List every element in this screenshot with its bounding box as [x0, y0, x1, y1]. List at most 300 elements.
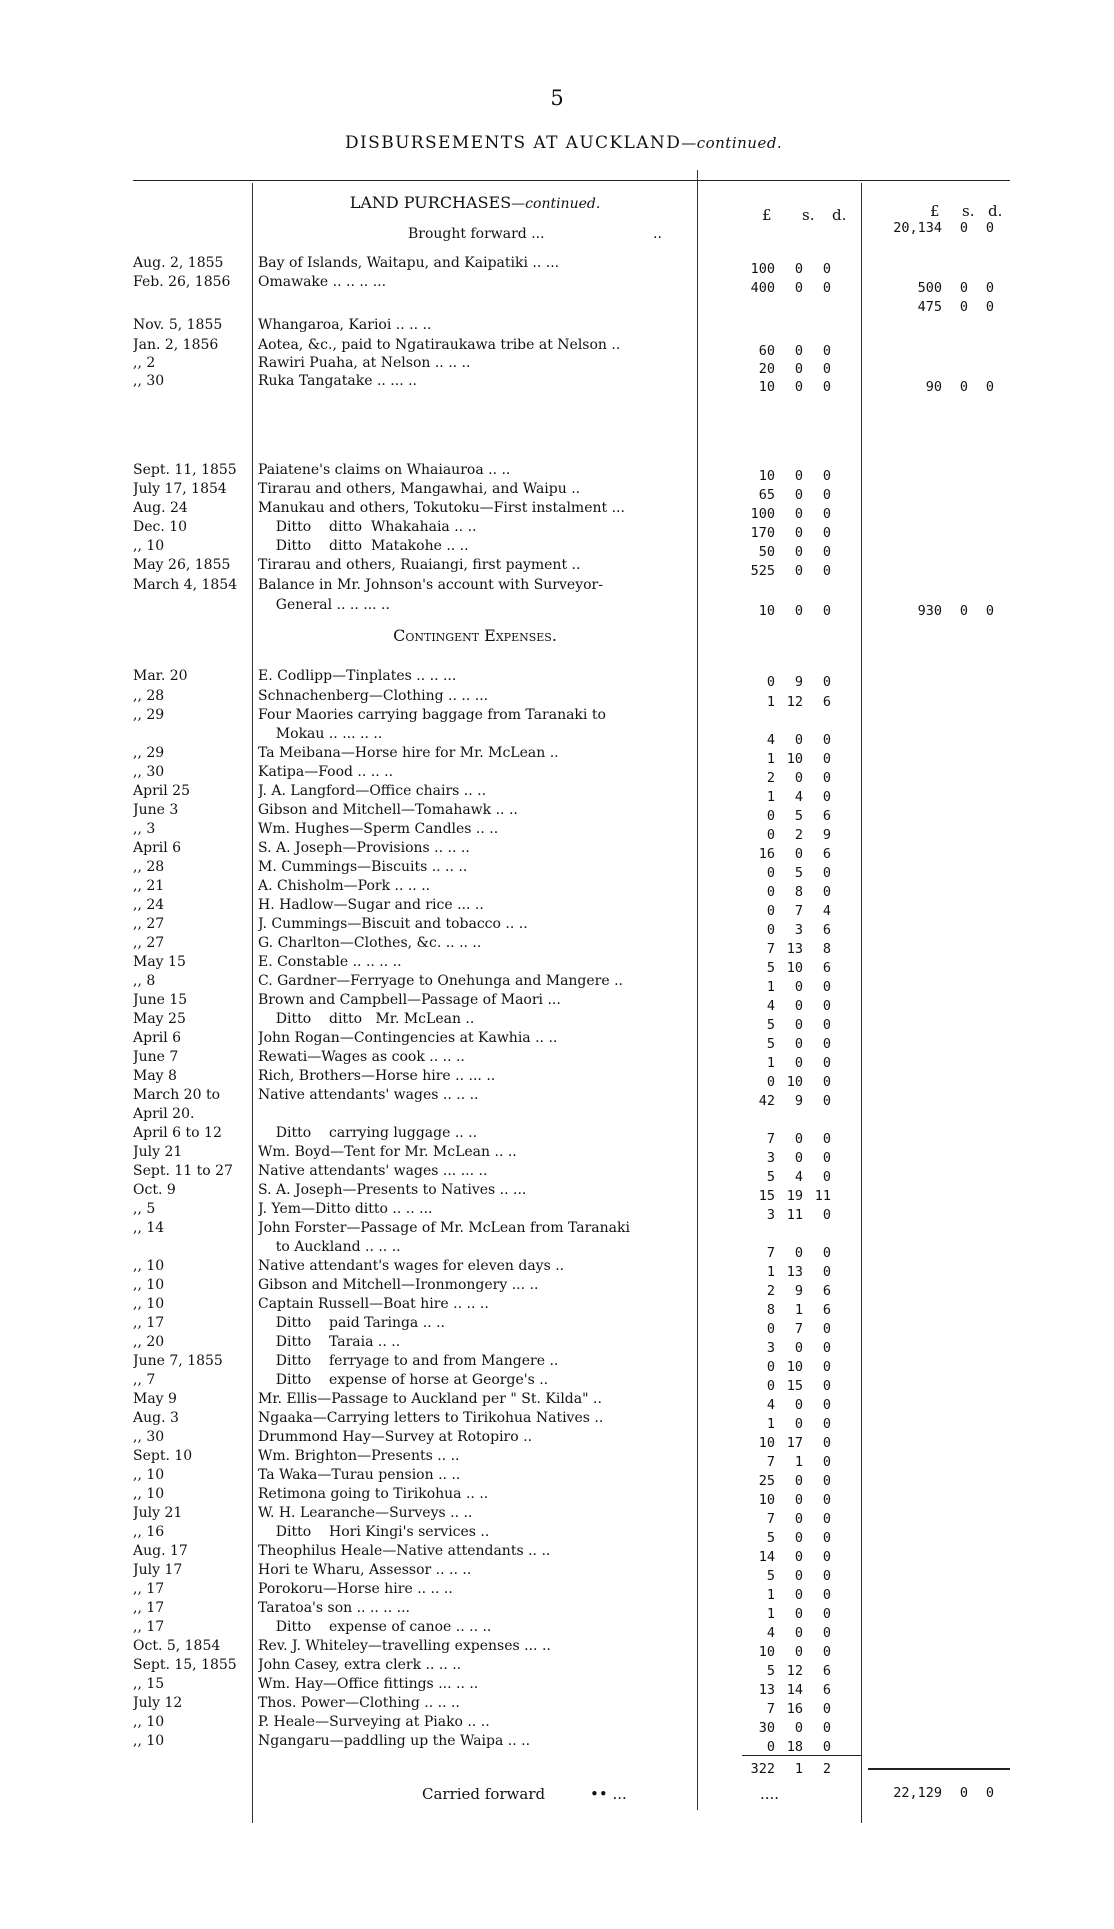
total-pounds: 475 [917, 299, 942, 315]
row-description: E. Constable .. .. .. .. [258, 954, 402, 970]
row-description: Ngangaru—paddling up the Waipa .. .. [258, 1733, 531, 1749]
ledger-row [0, 820, 1114, 843]
amount-pounds: 7 [766, 1511, 775, 1527]
row-description: Ngaaka—Carrying letters to Tirikohua Natives .. [258, 1410, 604, 1426]
ledger-row [0, 1656, 1114, 1679]
amount-pence: 0 [822, 1359, 831, 1375]
row-date: ,, 30 [133, 1429, 165, 1445]
amount-pounds: 7 [766, 941, 775, 957]
ledger-row [0, 1181, 1114, 1204]
row-total [880, 378, 1010, 397]
ledger-row [0, 354, 1114, 377]
amount-pounds: 3 [766, 1207, 775, 1223]
row-date: April 20. [133, 1106, 195, 1122]
row-description: Theophilus Heale—Native attendants .. .. [258, 1543, 551, 1559]
ledger-row [0, 1143, 1114, 1166]
ledger-row [0, 1238, 1114, 1261]
row-description: Ditto ditto Matakohe .. .. [258, 538, 469, 554]
amount-shillings: 0 [794, 1150, 803, 1166]
header-total-shillings: s. [962, 202, 975, 220]
amount-pence: 0 [822, 998, 831, 1014]
ledger-row [0, 1732, 1114, 1755]
row-description: Ruka Tangatake .. ... .. [258, 373, 418, 389]
amount-pounds: 400 [750, 280, 775, 296]
row-date: Nov. 5, 1855 [133, 317, 223, 333]
amount-pence: 0 [822, 1321, 831, 1337]
amount-shillings: 0 [794, 261, 803, 277]
row-date: Feb. 26, 1856 [133, 274, 231, 290]
amount-shillings: 4 [794, 789, 803, 805]
amount-pence: 0 [822, 789, 831, 805]
ledger-row [0, 1257, 1114, 1280]
row-total [880, 298, 1010, 317]
amount-pounds: 4 [766, 1397, 775, 1413]
row-description: John Forster—Passage of Mr. McLean from Taranaki [258, 1220, 630, 1236]
ledger-row [0, 763, 1114, 786]
row-date: ,, 14 [133, 1220, 165, 1236]
amount-pounds: 5 [766, 1568, 775, 1584]
row-description: Gibson and Mitchell—Tomahawk .. .. [258, 802, 518, 818]
ledger-row [0, 1523, 1114, 1546]
amount-pence: 0 [822, 1150, 831, 1166]
row-description: Drummond Hay—Survey at Rotopiro .. [258, 1429, 533, 1445]
amount-pounds: 1 [766, 694, 775, 710]
amount-pence: 6 [822, 1663, 831, 1679]
amount-pounds: 0 [766, 884, 775, 900]
row-date: Mar. 20 [133, 668, 188, 684]
row-description: Ditto Hori Kingi's services .. [258, 1524, 490, 1540]
carried-forward-row: Carried forward •• ... .... 22,129 0 0 [0, 1785, 1114, 1805]
row-date: ,, 8 [133, 973, 156, 989]
amount-shillings: 4 [794, 1169, 803, 1185]
amount-shillings: 0 [794, 1530, 803, 1546]
row-description: Manukau and others, Tokutoku—First instalment ... [258, 500, 625, 516]
row-description: C. Gardner—Ferryage to Onehunga and Mangere .. [258, 973, 624, 989]
row-description: Wm. Boyd—Tent for Mr. McLean .. .. [258, 1144, 517, 1160]
amount-pence: 0 [822, 1169, 831, 1185]
ledger-row [0, 1067, 1114, 1090]
row-description: Ditto ditto Mr. McLean .. [258, 1011, 475, 1027]
row-date: ,, 10 [133, 1296, 165, 1312]
amount-pounds: 10 [758, 603, 775, 619]
amount-pounds: 0 [766, 827, 775, 843]
row-date: Sept. 11, 1855 [133, 462, 237, 478]
header-total-pence: d. [988, 202, 1003, 220]
amount-pence: 6 [822, 1682, 831, 1698]
row-date: April 6 [133, 1030, 182, 1046]
amount-pounds: 1 [766, 1055, 775, 1071]
row-description: S. A. Joseph—Provisions .. .. .. [258, 840, 470, 856]
amount-shillings: 0 [794, 1131, 803, 1147]
amount-pounds: 20 [758, 361, 775, 377]
amount-shillings: 0 [794, 732, 803, 748]
ledger-row [0, 1295, 1114, 1318]
amount-pounds: 0 [766, 674, 775, 690]
ledger-row [0, 1713, 1114, 1736]
amount-shillings: 0 [794, 506, 803, 522]
amount-shillings: 1 [794, 1302, 803, 1318]
amount-pounds: 0 [766, 865, 775, 881]
row-date: April 6 [133, 840, 182, 856]
row-description: Ditto Taraia .. .. [258, 1334, 401, 1350]
amount-shillings: 0 [794, 603, 803, 619]
row-description: Native attendants' wages .. .. .. [258, 1087, 479, 1103]
amount-pounds: 5 [766, 1663, 775, 1679]
amount-shillings: 13 [786, 1264, 803, 1280]
amount-pence: 11 [814, 1188, 831, 1204]
amount-pounds: 1 [766, 1606, 775, 1622]
row-description: Captain Russell—Boat hire .. .. .. [258, 1296, 489, 1312]
ledger-row [0, 687, 1114, 710]
row-description: E. Codlipp—Tinplates .. .. ... [258, 668, 457, 684]
amount-shillings: 15 [786, 1378, 803, 1394]
amount-pence: 0 [822, 1416, 831, 1432]
ledger-row [0, 1561, 1114, 1584]
amount-pence: 0 [822, 1454, 831, 1470]
amount-pence: 0 [822, 1606, 831, 1622]
row-date: June 7, 1855 [133, 1353, 223, 1369]
row-description: Native attendants' wages ... ... .. [258, 1163, 488, 1179]
amount-shillings: 0 [794, 1492, 803, 1508]
amount-pence: 0 [822, 1340, 831, 1356]
amount-shillings: 19 [786, 1188, 803, 1204]
row-description: Rev. J. Whiteley—travelling expenses ... .. [258, 1638, 551, 1654]
row-description: Porokoru—Horse hire .. .. .. [258, 1581, 453, 1597]
row-description: Wm. Hay—Office fittings ... .. .. [258, 1676, 479, 1692]
amount-pounds: 7 [766, 1701, 775, 1717]
amount-shillings: 0 [794, 846, 803, 862]
ledger-row [0, 576, 1114, 595]
amount-pence: 0 [822, 1378, 831, 1394]
row-date: Sept. 11 to 27 [133, 1163, 233, 1179]
header-shillings: s. [802, 206, 815, 224]
amount-pounds: 1 [766, 979, 775, 995]
amount-pounds: 7 [766, 1245, 775, 1261]
ledger-row [0, 1504, 1114, 1527]
amount-pounds: 100 [750, 261, 775, 277]
row-date: ,, 10 [133, 1733, 165, 1749]
amount-pence: 0 [822, 1511, 831, 1527]
row-description: Balance in Mr. Johnson's account with Surveyor- [258, 577, 603, 593]
ledger-row [0, 1637, 1114, 1660]
row-date: ,, 30 [133, 764, 165, 780]
ledger-row [0, 1029, 1114, 1052]
row-amount [725, 602, 845, 621]
row-date: ,, 7 [133, 1372, 156, 1388]
row-date: May 25 [133, 1011, 186, 1027]
total-shillings: 0 [959, 299, 968, 315]
ledger-row [0, 1390, 1114, 1413]
amount-pounds: 7 [766, 1454, 775, 1470]
amount-shillings: 17 [786, 1435, 803, 1451]
row-description: S. A. Joseph—Presents to Natives .. ... [258, 1182, 527, 1198]
row-date: ,, 27 [133, 935, 165, 951]
row-description: Mr. Ellis—Passage to Auckland per " St. Kilda" .. [258, 1391, 602, 1407]
row-date: ,, 20 [133, 1334, 165, 1350]
amount-shillings: 0 [794, 563, 803, 579]
amount-shillings: 0 [794, 1606, 803, 1622]
ledger-row [0, 858, 1114, 881]
amount-pence: 0 [822, 1397, 831, 1413]
row-description: Brown and Campbell—Passage of Maori ... [258, 992, 561, 1008]
row-description: Bay of Islands, Waitapu, and Kaipatiki .. ... [258, 255, 560, 271]
amount-pence: 0 [822, 1549, 831, 1565]
row-date: Oct. 5, 1854 [133, 1638, 221, 1654]
amount-pounds: 13 [758, 1682, 775, 1698]
amount-pounds: 10 [758, 1435, 775, 1451]
amount-pounds: 5 [766, 1017, 775, 1033]
page-number: 5 [550, 86, 564, 110]
total-shillings: 0 [959, 603, 968, 619]
amount-pence: 6 [822, 1283, 831, 1299]
ledger-row [0, 1580, 1114, 1603]
ledger-row [0, 667, 1114, 690]
amount-pounds: 4 [766, 998, 775, 1014]
row-description: Wm. Brighton—Presents .. .. [258, 1448, 460, 1464]
row-date: ,, 17 [133, 1581, 165, 1597]
amount-pounds: 3 [766, 1340, 775, 1356]
amount-pence: 0 [822, 1530, 831, 1546]
amount-shillings: 0 [794, 979, 803, 995]
ledger-row [0, 1447, 1114, 1470]
amount-pence: 0 [822, 1074, 831, 1090]
amount-pence: 0 [822, 343, 831, 359]
row-date: July 21 [133, 1144, 183, 1160]
row-description: Omawake .. .. .. ... [258, 274, 387, 290]
ledger-row [0, 1466, 1114, 1489]
ledger-row [0, 1333, 1114, 1356]
amount-shillings: 0 [794, 1644, 803, 1660]
amount-shillings: 0 [794, 280, 803, 296]
ledger-row [0, 706, 1114, 725]
row-description: John Rogan—Contingencies at Kawhia .. .. [258, 1030, 558, 1046]
amount-pounds: 0 [766, 903, 775, 919]
ledger-row [0, 461, 1114, 484]
amount-pence: 0 [822, 884, 831, 900]
total-pence: 0 [985, 379, 994, 395]
amount-pence: 0 [822, 1207, 831, 1223]
row-date: ,, 10 [133, 1467, 165, 1483]
total-pounds: 90 [925, 379, 942, 395]
ledger-row [0, 1276, 1114, 1299]
row-description: Taratoa's son .. .. .. ... [258, 1600, 411, 1616]
amount-pounds: 100 [750, 506, 775, 522]
ledger-row [0, 1542, 1114, 1565]
amount-pence: 0 [822, 1435, 831, 1451]
row-date: ,, 17 [133, 1600, 165, 1616]
amount-pounds: 25 [758, 1473, 775, 1489]
subtotal-row [0, 1760, 1114, 1779]
row-date: May 9 [133, 1391, 177, 1407]
row-date: ,, 17 [133, 1619, 165, 1635]
ledger-row [0, 316, 1114, 335]
ledger-row [0, 1485, 1114, 1508]
amount-pounds: 0 [766, 1074, 775, 1090]
amount-shillings: 0 [794, 343, 803, 359]
row-date: April 25 [133, 783, 190, 799]
ledger-row [0, 1371, 1114, 1394]
row-date: ,, 10 [133, 1714, 165, 1730]
ledger-row [0, 499, 1114, 522]
subtotal-rule [742, 1755, 862, 1756]
amount-pence: 0 [822, 506, 831, 522]
amount-pence: 4 [822, 903, 831, 919]
amount-pounds: 10 [758, 379, 775, 395]
ledger-row [0, 896, 1114, 919]
amount-pounds: 10 [758, 468, 775, 484]
amount-pence: 0 [822, 603, 831, 619]
carried-forward-dots: .... [760, 1785, 780, 1803]
brought-forward-row: Brought forward ... .. 20,134 0 0 [0, 225, 1114, 244]
ledger-row [0, 1086, 1114, 1109]
row-description: John Casey, extra clerk .. .. .. [258, 1657, 462, 1673]
ledger-row [0, 1314, 1114, 1337]
ledger-row [0, 372, 1114, 395]
row-date: ,, 17 [133, 1315, 165, 1331]
ledger-row [0, 1010, 1114, 1033]
row-description: Rewati—Wages as cook .. .. .. [258, 1049, 465, 1065]
amount-pence: 0 [822, 1055, 831, 1071]
row-date: ,, 16 [133, 1524, 165, 1540]
amount-pounds: 170 [750, 525, 775, 541]
row-date: ,, 30 [133, 373, 165, 389]
row-date: March 20 to [133, 1087, 221, 1103]
row-date: Aug. 17 [133, 1543, 188, 1559]
header-pounds: £ [762, 206, 772, 224]
amount-pounds: 5 [766, 1169, 775, 1185]
row-description: Ta Waka—Turau pension .. .. [258, 1467, 461, 1483]
row-description: General .. .. ... .. [258, 597, 390, 613]
amount-shillings: 11 [786, 1207, 803, 1223]
ledger-row [0, 336, 1114, 359]
amount-shillings: 0 [794, 487, 803, 503]
row-description: Rich, Brothers—Horse hire .. ... .. [258, 1068, 496, 1084]
row-date: Sept. 10 [133, 1448, 193, 1464]
amount-pounds: 3 [766, 1150, 775, 1166]
amount-shillings: 0 [794, 1416, 803, 1432]
ledger-row [0, 1428, 1114, 1451]
ledger-row [0, 1200, 1114, 1223]
ledger-row [0, 596, 1114, 619]
ledger-row [0, 518, 1114, 541]
amount-pounds: 5 [766, 1530, 775, 1546]
row-date: July 17 [133, 1562, 183, 1578]
ledger-row [0, 1352, 1114, 1375]
row-description: Paiatene's claims on Whaiauroa .. .. [258, 462, 511, 478]
amount-pounds: 42 [758, 1093, 775, 1109]
row-description: Native attendant's wages for eleven days .. [258, 1258, 565, 1274]
row-description: Retimona going to Tirikohua .. .. [258, 1486, 489, 1502]
amount-shillings: 0 [794, 1720, 803, 1736]
row-amount [725, 298, 845, 317]
ledger-row [0, 1124, 1114, 1147]
ledger-row [0, 556, 1114, 579]
amount-pounds: 5 [766, 960, 775, 976]
row-description: to Auckland .. .. .. [258, 1239, 401, 1255]
ledger-row [0, 877, 1114, 900]
amount-shillings: 0 [794, 1568, 803, 1584]
ledger-row [0, 1162, 1114, 1185]
amount-pence: 0 [822, 865, 831, 881]
total-pounds: 500 [917, 280, 942, 296]
amount-shillings: 0 [794, 468, 803, 484]
amount-pounds: 65 [758, 487, 775, 503]
amount-pounds: 0 [766, 1739, 775, 1755]
ledger-row [0, 725, 1114, 748]
amount-shillings: 7 [794, 903, 803, 919]
amount-shillings: 0 [794, 1245, 803, 1261]
amount-pence: 0 [822, 1739, 831, 1755]
ledger-row [0, 972, 1114, 995]
amount-shillings: 9 [794, 674, 803, 690]
amount-shillings: 0 [794, 1017, 803, 1033]
row-date: March 4, 1854 [133, 577, 238, 593]
row-description: Ditto ferryage to and from Mangere .. [258, 1353, 559, 1369]
row-date: ,, 28 [133, 859, 165, 875]
amount-shillings: 7 [794, 1321, 803, 1337]
amount-pounds: 10 [758, 1644, 775, 1660]
row-description: Thos. Power—Clothing .. .. .. [258, 1695, 460, 1711]
amount-pence: 0 [822, 1264, 831, 1280]
row-date: Dec. 10 [133, 519, 188, 535]
total-pence: 0 [985, 603, 994, 619]
amount-pounds: 2 [766, 1283, 775, 1299]
ledger-row [0, 537, 1114, 560]
amount-shillings: 0 [794, 1397, 803, 1413]
top-rule [133, 180, 1010, 181]
row-description: Ditto paid Taringa .. .. [258, 1315, 445, 1331]
amount-shillings: 5 [794, 865, 803, 881]
row-date: ,, 2 [133, 355, 156, 371]
amount-pence: 0 [822, 1625, 831, 1641]
amount-pence: 0 [822, 525, 831, 541]
subtotal-amount: 322 1 2 [750, 1761, 831, 1777]
amount-shillings: 10 [786, 1359, 803, 1375]
amount-shillings: 0 [794, 1511, 803, 1527]
amount-pence: 0 [822, 361, 831, 377]
amount-pounds: 5 [766, 1036, 775, 1052]
amount-pence: 0 [822, 1131, 831, 1147]
ledger-row [0, 1675, 1114, 1698]
amount-shillings: 18 [786, 1739, 803, 1755]
amount-shillings: 0 [794, 544, 803, 560]
ledger-row [0, 1618, 1114, 1641]
amount-pounds: 4 [766, 732, 775, 748]
amount-shillings: 10 [786, 960, 803, 976]
amount-shillings: 13 [786, 941, 803, 957]
ledger-row [0, 1599, 1114, 1622]
amount-pounds: 8 [766, 1302, 775, 1318]
amount-pence: 0 [822, 1245, 831, 1261]
amount-pence: 0 [822, 261, 831, 277]
row-description: Katipa—Food .. .. .. [258, 764, 394, 780]
amount-shillings: 0 [794, 1587, 803, 1603]
amount-pounds: 50 [758, 544, 775, 560]
amount-shillings: 0 [794, 1549, 803, 1565]
carried-forward-total: 22,129 0 0 [893, 1785, 994, 1801]
row-date: May 26, 1855 [133, 557, 231, 573]
amount-pounds: 1 [766, 1587, 775, 1603]
header-total-pounds: £ [930, 202, 940, 220]
ledger-row [0, 1409, 1114, 1432]
row-amount [725, 378, 845, 397]
amount-pence: 6 [822, 922, 831, 938]
amount-shillings: 9 [794, 1283, 803, 1299]
row-description: Schnachenberg—Clothing .. .. ... [258, 688, 489, 704]
row-description: Tirarau and others, Mangawhai, and Waipu .. [258, 481, 581, 497]
amount-shillings: 9 [794, 1093, 803, 1109]
amount-shillings: 0 [794, 525, 803, 541]
